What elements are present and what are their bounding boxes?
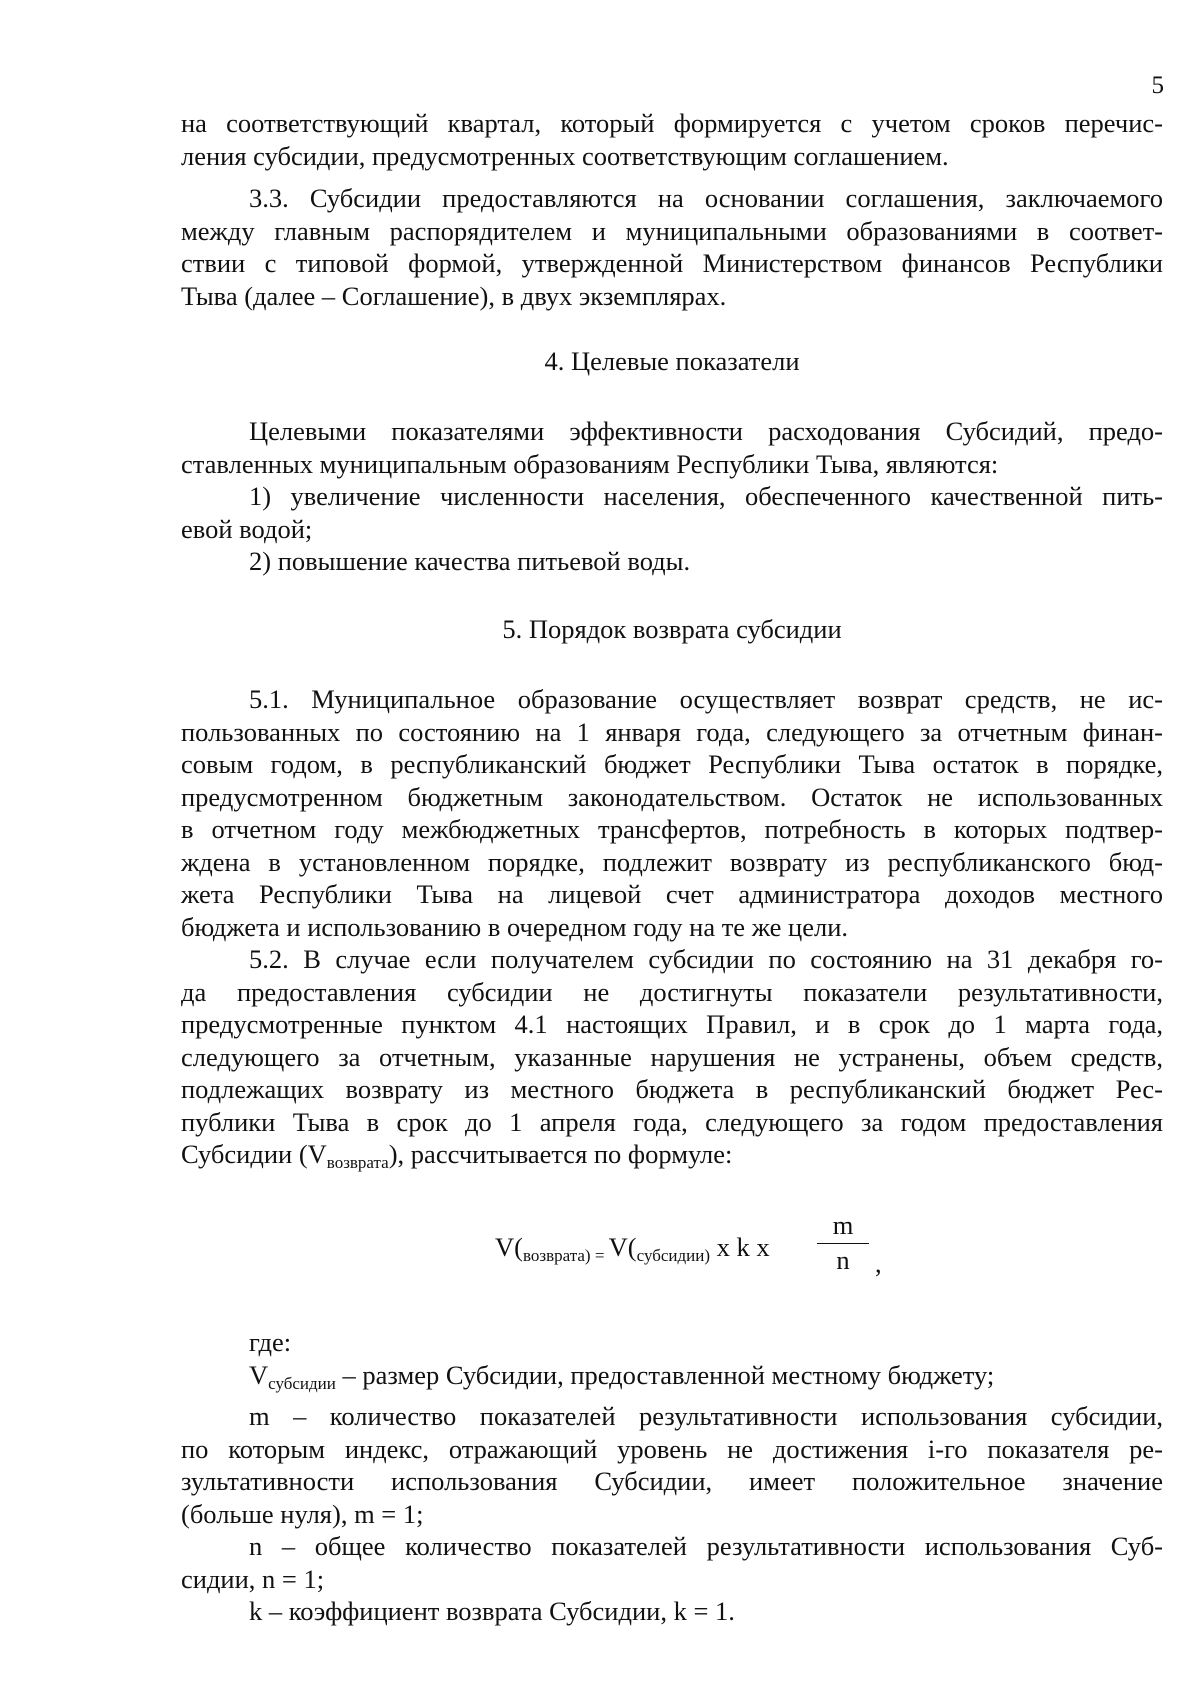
paragraph-3-3 [181, 182, 1163, 312]
text-line: 2) повышение качества питьевой воды. [249, 546, 691, 576]
text-line: сидии, n = 1; [181, 1563, 325, 1594]
text-line: предусмотренном бюджетным законодательством. Остаток не использованных [181, 781, 1163, 812]
formula-fraction [817, 1209, 869, 1276]
text-line: ления субсидии, предусмотренных соответствующим соглашением. [181, 140, 949, 171]
formula-tail: x k x [710, 1232, 770, 1262]
formula-subscript: возврата) [522, 1246, 591, 1265]
text-line: по которым индекс, отражающий уровень не достижения i-го показателя ре- [181, 1433, 1163, 1464]
text-line: m – количество показателей результативности использования субсидии, [249, 1401, 1163, 1431]
text-line: (больше нуля), m = 1; [181, 1498, 424, 1529]
return-formula [495, 1209, 895, 1289]
text-line: пользованных по состоянию на 1 января года, следующего за отчетным финан- [181, 716, 1163, 747]
formula-symbol: V( [495, 1232, 523, 1262]
formula-equals: = [590, 1246, 609, 1265]
text-run: V [249, 1359, 269, 1390]
text-line: подлежащих возврату из местного бюджета в республиканский бюджет Рес- [181, 1074, 1163, 1104]
text-line: между главным распорядителем и муниципальными образованиями в соответ- [181, 215, 1163, 246]
formula-comma: , [875, 1248, 882, 1278]
text-line: зультативности использования Субсидии, имеет положительное значение [181, 1466, 1163, 1496]
text-line: 1) увеличение численности населения, обеспеченного качественной пить- [249, 481, 1163, 511]
text-line: в отчетном году межбюджетных трансфертов, потребность в которых подтвер- [181, 814, 1163, 844]
text-line: ждена в установленном порядке, подлежит возврату из республиканского бюд- [181, 846, 1163, 877]
section-4-body [181, 415, 1163, 578]
formula-denominator: n [836, 1245, 850, 1275]
text-line [181, 1359, 1163, 1401]
text-line: совым годом, в республиканский бюджет Республики Тыва остаток в порядке, [181, 749, 1163, 779]
subscript: возврата [326, 1153, 389, 1172]
paragraph-5-2 [181, 943, 1163, 1180]
section-5-heading: 5. Порядок возврата субсидии [502, 614, 842, 644]
text-line: n – общее количество показателей результативности использования Суб- [249, 1531, 1163, 1561]
text-line: бюджета и использованию в очередном году на те же цели. [181, 911, 849, 942]
top-paragraph [181, 107, 1163, 172]
text-line: да предоставления субсидии не достигнуты показатели результативности, [181, 976, 1163, 1007]
text-line: публики Тыва в срок до 1 апреля года, следующего за годом предоставления [181, 1106, 1163, 1137]
text-line: ствии с типовой формой, утвержденной Министерством финансов Республики [181, 248, 1163, 278]
text-line: Целевыми показателями эффективности расходования Субсидий, предо- [249, 416, 1163, 446]
formula-numerator: m [832, 1210, 854, 1240]
definitions [181, 1326, 1163, 1628]
text-run: ), рассчитывается по формуле: [388, 1139, 733, 1169]
text-line: 5.2. В случае если получателем субсидии по состоянию на 31 декабря го- [249, 944, 1163, 974]
text-line: предусмотренные пунктом 4.1 настоящих Правил, и в срок до 1 марта года, [181, 1009, 1163, 1039]
text-line: Тыва (далее – Соглашение), в двух экземплярах. [181, 280, 727, 311]
text-run: – размер Субсидии, предоставленной местному бюджету; [335, 1359, 995, 1390]
text-line: 5.1. Муниципальное образование осуществляет возврат средств, не ис- [249, 684, 1163, 714]
text-line: ставленных муниципальным образованиям Республики Тыва, являются: [181, 448, 999, 479]
text-line: k – коэффициент возврата Субсидии, k = 1. [249, 1596, 735, 1626]
text-line: 3.3. Субсидии предоставляются на основании соглашения, заключаемого [249, 183, 1163, 213]
formula-expression [495, 1231, 770, 1273]
section-4-heading: 4. Целевые показатели [544, 346, 800, 376]
formula-subscript: субсидии) [636, 1246, 711, 1265]
paragraph-5-1 [181, 683, 1163, 943]
subscript: субсидии [268, 1373, 336, 1393]
text-line: евой водой; [181, 513, 313, 544]
text-line [181, 1138, 1163, 1180]
text-line: следующего за отчетным, указанные нарушения не устранены, объем средств, [181, 1041, 1163, 1072]
page-number: 5 [1151, 72, 1164, 99]
text-line: где: [249, 1327, 292, 1357]
text-line: жета Республики Тыва на лицевой счет администратора доходов местного [181, 879, 1163, 909]
formula-symbol: V( [608, 1232, 637, 1262]
text-line: на соответствующий квартал, который формируется с учетом сроков перечис- [181, 108, 1163, 138]
text-run: Субсидии (V [181, 1139, 327, 1169]
